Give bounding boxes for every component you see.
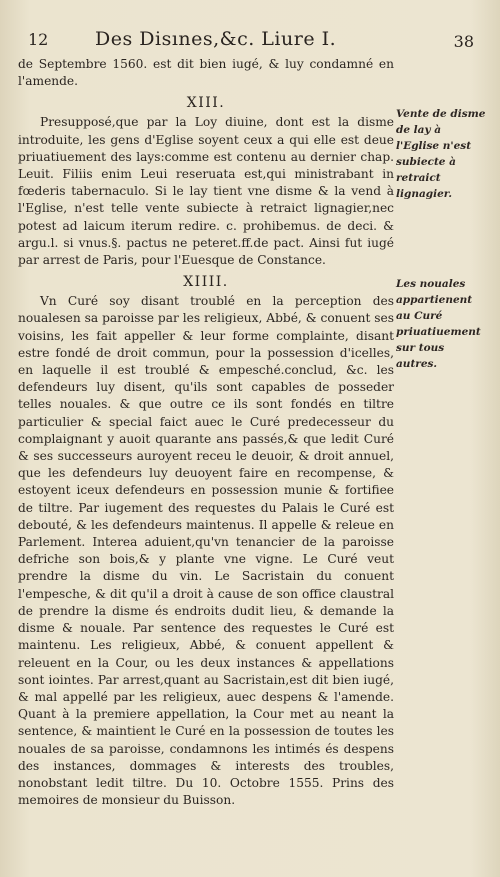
carryover-paragraph: de Septembre 1560. est dit bien iugé, & luy condamné en l'amende. xyxy=(18,57,394,89)
section-14-paragraph: Vn Curé soy disant troublé en la perception des noualesen sa paroisse par les religieux, Abbé, & conuent ses voisins, les fait appeller & leur forme complainte, disant estre fondé de droit commun, pour la possession d'icelles, en laquelle il est troublé & empesché.conclud, &c. les defendeurs luy disent, qu'ils sont capables de posseder telles nouales. & que outre ce ils sont fondés en tiltre particulier & special faict auec le Curé predecesseur du complaignant y auoit quarante ans passés,& que ledit Curé & ses successeurs auroyent receu le deuoir, & droit annuel, que les defendeurs luy deuoyent faire en recompense, & estoyent iceux defendeurs en possession munie & fortifiee de tiltre. Par iugement des requestes du Palais le Curé est debouté, & les defendeurs maintenus. Il appelle & releue en Parlement. Interea aduient,qu'vn tenancier de la paroisse defriche son bois,& y plante vne vigne. Le Curé veut prendre la disme du vin. Le Sacristain du conuent l'empesche, & dit qu'il a droit à cause de son office claustral de prendre la disme és endroits dudit lieu, & demande la disme & nouale. Par sentence des requestes le Curé est maintenu. Les religieux, Abbé, & conuent appellent & releuent en la Cour, ou les deux instances & appellations sont iointes. Par arrest,quant au Sacristain,est dit bien iugé, & mal appellé par les religieux, auec despens & l'amende. Quant à la premiere appellation, la Cour met au neant la sentence, & maintient le Curé en la possession de toutes les nouales de sa paroisse, condamnons les intimés és despens des instances, dommages & interests des troubles, nonobstant ledit tiltre. Du 10. Octobre 1555. Prins des memoires de monsieur du Buisson. xyxy=(18,294,394,808)
folio-number: 12 xyxy=(28,30,49,49)
section-heading-14: XIIII. xyxy=(183,274,229,291)
main-text xyxy=(18,56,394,809)
marginal-note-1: Vente de disme de lay à l'Eglise n'est subiecte à retraict lignagier. xyxy=(396,108,486,200)
running-title: Des Disınes,&c. Liure I. xyxy=(95,28,337,50)
signature-mark: 38 xyxy=(453,32,474,51)
page-header xyxy=(20,28,480,54)
marginal-note-2: Les nouales appartienent au Curé priuatiuement sur tous autres. xyxy=(396,278,481,370)
section-13-paragraph: Presupposé,que par la Loy diuine, dont est la disme introduite, les gens d'Eglise soyent ceux a qui elle est deue priuatiuement des lays:comme est contenu au dernier chap. Leuit. Filiis enim Leui reseruata est,qui ministrabant in fœderis tabernaculo. Si le lay tient vne disme & la vend à l'Eglise, n'est telle vente subiecte à retraict lignagier,nec potest ad laicum iterum redire. c. prohibemus. de deci. & argu.l. si vnus.§. pactus ne peteret.ff.de pact. Ainsi fut iugé par arrest de Paris, pour l'Euesque de Constance. xyxy=(18,115,394,268)
section-heading-13: XIII. xyxy=(186,95,226,112)
